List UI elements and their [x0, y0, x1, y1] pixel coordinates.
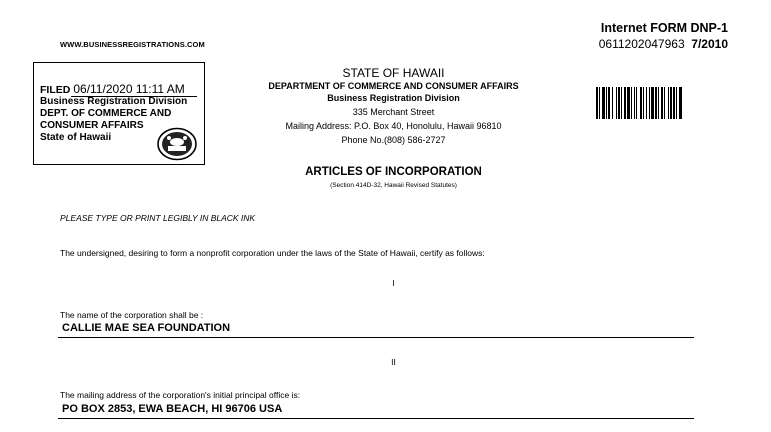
phone-number: Phone No.(808) 586-2727	[341, 135, 446, 145]
stamp-line-division: Business Registration Division	[40, 96, 188, 107]
stamp-line-state: State of Hawaii	[40, 132, 112, 143]
form-date: 7/2010	[691, 37, 728, 51]
division-name: Business Registration Division	[327, 93, 460, 103]
stamp-line-dept: DEPT. OF COMMERCE AND	[40, 108, 172, 119]
article-numeral: II	[391, 357, 396, 367]
form-id: Internet FORM DNP-1	[600, 21, 728, 35]
street-address: 335 Merchant Street	[352, 107, 435, 117]
mailing-address: Mailing Address: P.O. Box 40, Honolulu, Hawaii 96810	[285, 121, 502, 131]
mailing-address-value: PO BOX 2853, EWA BEACH, HI 96706 USA	[62, 403, 283, 415]
department-name: DEPARTMENT OF COMMERCE AND CONSUMER AFFAIRS	[268, 81, 519, 91]
filed-datetime: 06/11/2020 11:11 AM	[71, 82, 197, 97]
website-url: WWW.BUSINESSREGISTRATIONS.COM	[60, 40, 205, 49]
ink-instruction: PLEASE TYPE OR PRINT LEGIBLY IN BLACK INK	[60, 213, 256, 223]
state-name: STATE OF HAWAII	[342, 66, 445, 80]
article-label: The mailing address of the corporation's initial principal office is:	[60, 390, 301, 400]
barcode-icon	[596, 87, 728, 119]
document-title: ARTICLES OF INCORPORATION	[305, 166, 482, 178]
stamp-line-consumer: CONSUMER AFFAIRS	[40, 120, 144, 131]
field-underline	[58, 418, 694, 419]
form-number-line	[560, 37, 728, 51]
filed-label: FILED	[40, 84, 71, 96]
form-number: 0611202047963	[598, 37, 685, 51]
corporation-name-value: CALLIE MAE SEA FOUNDATION	[62, 322, 231, 334]
article-label: The name of the corporation shall be :	[60, 310, 204, 320]
statute-reference: (Section 414D-32, Hawaii Revised Statutes)	[330, 182, 457, 189]
article-numeral: I	[392, 278, 395, 288]
intro-statement: The undersigned, desiring to form a nonprofit corporation under the laws of the State of Hawaii, certify as follows:	[60, 248, 485, 258]
field-underline	[58, 337, 694, 338]
